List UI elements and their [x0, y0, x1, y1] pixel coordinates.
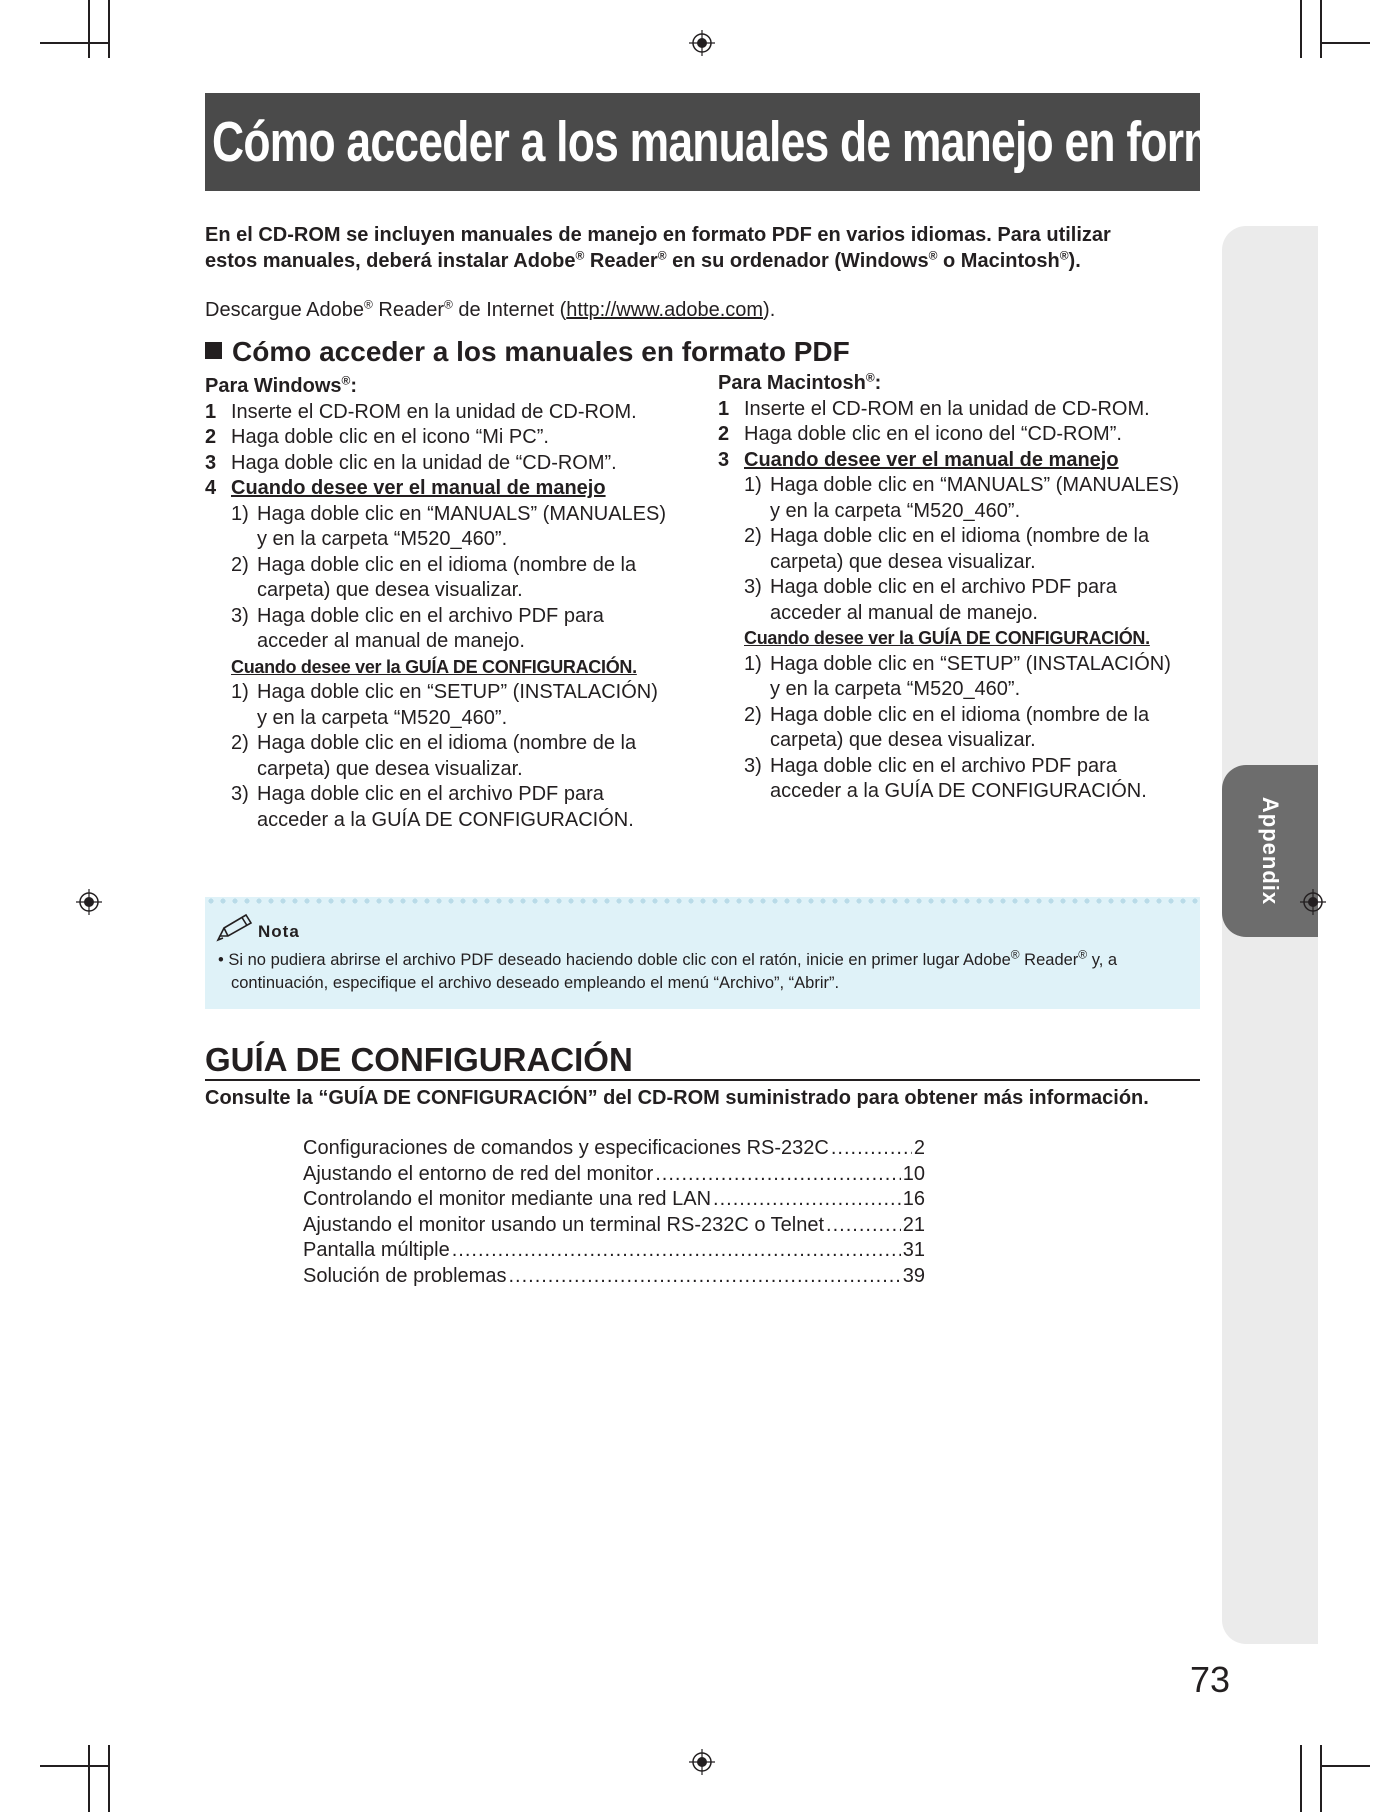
step-number: 1 [718, 397, 730, 420]
registered-mark: ® [575, 248, 585, 263]
sub-number: 1) [231, 681, 249, 703]
step-text: Inserte el CD-ROM en la unidad de CD-ROM. [744, 397, 1150, 420]
page-title: Cómo acceder a los manuales de manejo en formato PDF [212, 110, 1385, 174]
note-line-1 [218, 949, 1188, 972]
toc-leader [452, 1238, 901, 1264]
intro-text: estos manuales, deberá instalar Adobe [205, 250, 576, 272]
download-text: Reader [372, 299, 445, 321]
sub-text-cont: carpeta) que desea visualizar. [257, 757, 523, 780]
sub-text-cont: carpeta) que desea visualizar. [770, 550, 1036, 573]
note-dotted-border [205, 897, 1200, 905]
toc-page: 39 [902, 1264, 925, 1287]
sub-text: Haga doble clic en “MANUALS” (MANUALES) [257, 502, 667, 525]
download-text: Descargue Adobe [205, 299, 365, 321]
toc-page: 10 [902, 1162, 925, 1185]
mac-heading-text: Para Macintosh [718, 372, 866, 394]
sub-text-cont: y en la carpeta “M520_460”. [257, 528, 508, 550]
step-number: 3 [718, 448, 730, 471]
intro-line-1: En el CD-ROM se incluyen manuales de manejo en formato PDF en varios idiomas. Para utilizar [205, 224, 1111, 246]
step-text: Cuando desee ver el manual de manejo [744, 448, 1119, 471]
toc-row [303, 1162, 925, 1188]
note-title: Nota [258, 922, 300, 941]
list-item [205, 604, 666, 630]
sub-text: Haga doble clic en “SETUP” (INSTALACIÓN) [257, 681, 658, 703]
toc-page: 31 [902, 1239, 925, 1261]
list-item [718, 422, 1179, 448]
windows-heading-colon: : [350, 375, 358, 397]
list-item [205, 680, 666, 706]
toc-row [303, 1136, 925, 1162]
download-text: de Internet ( [452, 299, 567, 321]
intro-text: en su ordenador (Windows [666, 250, 929, 272]
sub-text-cont: carpeta) que desea visualizar. [257, 579, 523, 601]
registration-mark-icon [689, 30, 715, 56]
sub-number: 2) [231, 732, 249, 754]
sub-text: Haga doble clic en el archivo PDF para [257, 604, 604, 627]
intro-line-2 [205, 248, 1195, 274]
step-text: Haga doble clic en la unidad de “CD-ROM”. [231, 451, 617, 474]
crop-mark [40, 42, 108, 44]
toc-label: Ajustando el entorno de red del monitor [303, 1162, 654, 1185]
adobe-link[interactable]: http://www.adobe.com [566, 299, 764, 321]
intro-text: Reader [584, 250, 658, 272]
config-guide-heading: Cuando desee ver la GUÍA DE CONFIGURACIÓN. [231, 656, 637, 677]
registered-mark: ® [1078, 947, 1088, 962]
toc-leader [826, 1213, 901, 1239]
page-number: 73 [1190, 1659, 1231, 1700]
list-item [205, 425, 666, 451]
step-text: Cuando desee ver el manual de manejo [231, 477, 606, 499]
list-item [205, 731, 666, 757]
toc-label: Solución de problemas [303, 1264, 507, 1287]
table-of-contents [303, 1136, 925, 1289]
windows-column [205, 374, 666, 833]
step-text: Haga doble clic en el icono del “CD-ROM”. [744, 423, 1122, 445]
sub-number: 3) [231, 783, 249, 805]
sub-text-cont: y en la carpeta “M520_460”. [770, 678, 1021, 700]
divider [205, 1079, 1200, 1081]
section-heading-text: Cómo acceder a los manuales en formato PDF [232, 336, 850, 367]
toc-label: Pantalla múltiple [303, 1239, 450, 1261]
list-item [718, 754, 1179, 780]
download-line [205, 297, 775, 323]
list-item [718, 575, 1179, 601]
sub-text-cont: acceder a la GUÍA DE CONFIGURACIÓN. [770, 780, 1147, 802]
crop-mark [108, 1745, 110, 1812]
registered-mark: ® [928, 248, 938, 263]
sub-text-cont: y en la carpeta “M520_460”. [257, 706, 508, 729]
list-item [718, 652, 1179, 678]
crop-mark [1300, 0, 1302, 58]
intro-text: o Macintosh [937, 250, 1060, 272]
sub-number: 2) [744, 525, 762, 547]
toc-leader [655, 1162, 901, 1188]
registered-mark: ® [364, 297, 373, 312]
list-item [205, 553, 666, 579]
list-item [718, 473, 1179, 499]
toc-leader [831, 1136, 912, 1162]
note-line-text: y, a [1087, 951, 1118, 969]
sub-text-cont: y en la carpeta “M520_460”. [770, 499, 1021, 522]
sub-number: 3) [231, 604, 249, 627]
square-bullet-icon [205, 342, 222, 359]
sub-number: 1) [744, 652, 762, 675]
crop-mark [108, 0, 110, 58]
guide-heading: GUÍA DE CONFIGURACIÓN [205, 1041, 633, 1078]
sub-number: 3) [744, 754, 762, 777]
registered-mark: ® [865, 370, 875, 385]
note-text [218, 949, 1188, 995]
crop-mark [1320, 42, 1370, 44]
registration-mark-icon [76, 889, 102, 915]
step-number: 2 [205, 426, 217, 448]
pencil-icon [216, 912, 258, 942]
sub-text: Haga doble clic en el idioma (nombre de la [257, 732, 637, 754]
list-item [205, 502, 666, 528]
list-item [718, 524, 1179, 550]
sub-number: 2) [231, 553, 249, 576]
toc-page: 21 [902, 1213, 925, 1236]
sub-number: 1) [231, 502, 249, 525]
step-number: 3 [205, 451, 217, 474]
crop-mark [1300, 1745, 1302, 1812]
list-item [718, 448, 1179, 474]
registered-mark: ® [657, 248, 667, 263]
sub-text: Haga doble clic en el archivo PDF para [257, 783, 604, 805]
sub-number: 3) [744, 576, 762, 598]
note-line-2: continuación, especifique el archivo deseado empleando el menú “Archivo”, “Abrir”. [231, 974, 840, 992]
windows-heading [205, 374, 666, 400]
sub-text: Haga doble clic en el idioma (nombre de la [770, 525, 1150, 547]
bullet: • [218, 951, 224, 969]
crop-mark [1320, 0, 1322, 58]
toc-row [303, 1264, 925, 1290]
section-heading [205, 335, 850, 369]
sub-text-cont: acceder al manual de manejo. [770, 601, 1038, 624]
note-line-text: Si no pudiera abrirse el archivo PDF deseado haciendo doble clic con el ratón, inicie en primer lugar Adobe [228, 951, 1011, 969]
mac-heading-colon: : [874, 372, 882, 394]
sub-text: Haga doble clic en el archivo PDF para [770, 576, 1117, 598]
toc-leader [713, 1187, 901, 1213]
sub-text: Haga doble clic en el archivo PDF para [770, 754, 1117, 777]
registration-mark-icon [1300, 889, 1326, 915]
step-number: 2 [718, 423, 730, 445]
config-guide-heading: Cuando desee ver la GUÍA DE CONFIGURACIÓN. [744, 628, 1150, 648]
list-item [718, 703, 1179, 729]
sub-text-cont: acceder al manual de manejo. [257, 630, 525, 652]
guide-subtitle: Consulte la “GUÍA DE CONFIGURACIÓN” del CD-ROM suministrado para obtener más información. [205, 1087, 1149, 1109]
toc-row [303, 1213, 925, 1239]
windows-heading-text: Para Windows [205, 375, 342, 397]
sub-text: Haga doble clic en “SETUP” (INSTALACIÓN) [770, 652, 1171, 675]
toc-row [303, 1238, 925, 1264]
registration-mark-icon [689, 1749, 715, 1775]
sub-number: 1) [744, 474, 762, 496]
crop-mark [1320, 1745, 1322, 1812]
toc-row [303, 1187, 925, 1213]
list-item [205, 782, 666, 808]
crop-mark [88, 1745, 90, 1812]
list-item [718, 397, 1179, 423]
crop-mark [1320, 1765, 1370, 1767]
sub-text: Haga doble clic en “MANUALS” (MANUALES) [770, 474, 1180, 496]
download-text: ). [763, 299, 776, 321]
list-item [205, 476, 666, 502]
side-tab-label: Appendix [1258, 796, 1283, 906]
step-text: Inserte el CD-ROM en la unidad de CD-ROM. [231, 400, 637, 423]
crop-mark [88, 0, 90, 58]
registered-mark: ® [1010, 947, 1020, 962]
mac-column [718, 371, 1179, 805]
step-number: 1 [205, 400, 217, 423]
sub-text-cont: acceder a la GUÍA DE CONFIGURACIÓN. [257, 808, 634, 831]
note-line-text: Reader [1019, 951, 1079, 969]
toc-label: Configuraciones de comandos y especificaciones RS-232C [303, 1137, 829, 1159]
title-banner [205, 93, 1385, 191]
mac-heading [718, 371, 1179, 397]
toc-page: 16 [902, 1188, 925, 1210]
sub-text-cont: carpeta) que desea visualizar. [770, 729, 1036, 751]
toc-leader [508, 1264, 900, 1290]
registered-mark: ® [1059, 248, 1069, 263]
step-number: 4 [205, 477, 217, 499]
toc-page: 2 [913, 1137, 925, 1159]
sub-text: Haga doble clic en el idioma (nombre de la [257, 553, 637, 576]
toc-label: Controlando el monitor mediante una red LAN [303, 1188, 712, 1210]
toc-label: Ajustando el monitor usando un terminal RS-232C o Telnet [303, 1213, 825, 1236]
step-text: Haga doble clic en el icono “Mi PC”. [231, 426, 549, 448]
intro-paragraph [205, 222, 1195, 274]
crop-mark [40, 1765, 108, 1767]
list-item [205, 400, 666, 426]
list-item [205, 451, 666, 477]
registered-mark: ® [341, 373, 351, 388]
sub-text: Haga doble clic en el idioma (nombre de la [770, 703, 1150, 726]
registered-mark: ® [444, 297, 453, 312]
intro-text: ). [1068, 250, 1081, 272]
sub-number: 2) [744, 703, 762, 726]
